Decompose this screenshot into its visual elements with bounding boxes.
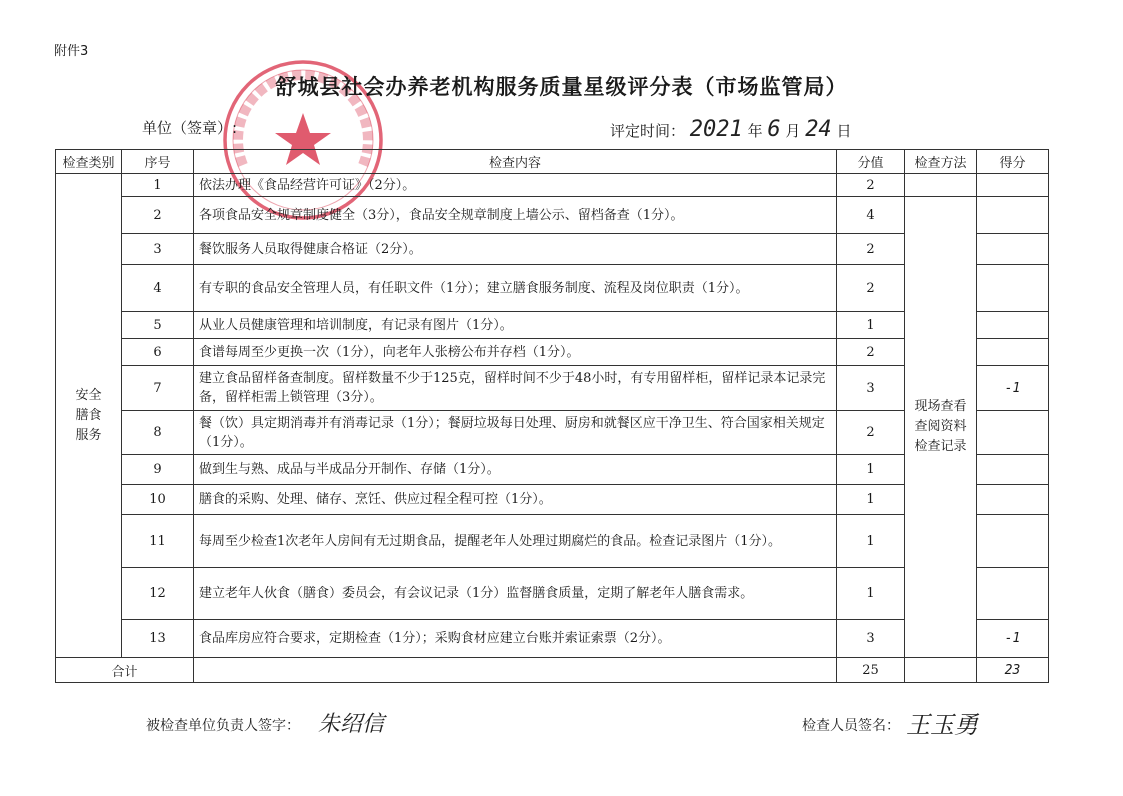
eval-year-unit: 年 xyxy=(747,122,763,140)
unit-seal-label: 单位（签章）: xyxy=(142,119,238,137)
header-method: 检查方法 xyxy=(905,150,977,174)
row-score: 1 xyxy=(837,515,905,568)
table-row xyxy=(56,515,1049,568)
eval-month-unit: 月 xyxy=(785,122,801,140)
evaluation-time xyxy=(610,117,851,142)
header-obtained: 得分 xyxy=(977,150,1049,174)
row-number: 7 xyxy=(122,366,194,411)
scoring-table xyxy=(55,149,1049,683)
table-row xyxy=(56,366,1049,411)
row-number: 5 xyxy=(122,312,194,339)
header-number: 序号 xyxy=(122,150,194,174)
table-row xyxy=(56,265,1049,312)
table-row xyxy=(56,411,1049,455)
row-obtained-score xyxy=(977,234,1049,265)
total-label: 合计 xyxy=(56,658,194,683)
row-number: 2 xyxy=(122,197,194,234)
total-row xyxy=(56,658,1049,683)
row-score: 2 xyxy=(837,411,905,455)
row-number: 10 xyxy=(122,485,194,515)
row-number: 13 xyxy=(122,620,194,658)
inspector-handwritten-signature: 王玉勇 xyxy=(906,711,978,739)
row-content: 建立老年人伙食（膳食）委员会，有会议记录（1分）监督膳食质量，定期了解老年人膳食需求。 xyxy=(194,568,837,620)
eval-day-handwritten: 24 xyxy=(805,117,832,142)
header-score: 分值 xyxy=(837,150,905,174)
row-content: 食品库房应符合要求，定期检查（1分）；采购食材应建立台账并索证索票（2分）。 xyxy=(194,620,837,658)
attachment-label: 附件3 xyxy=(54,44,89,59)
row-score: 1 xyxy=(837,312,905,339)
row-obtained-score xyxy=(977,515,1049,568)
table-header-row xyxy=(56,150,1049,174)
row-obtained-score xyxy=(977,174,1049,197)
row-content: 每周至少检查1次老年人房间有无过期食品，提醒老年人处理过期腐烂的食品。检查记录图片（1分）。 xyxy=(194,515,837,568)
row-content: 建立食品留样备查制度。留样数量不少于125克，留样时间不少于48小时，有专用留样柜，留样记录本记录完备，留样柜需上锁管理（3分）。 xyxy=(194,366,837,411)
row-number: 4 xyxy=(122,265,194,312)
row-content: 膳食的采购、处理、储存、烹饪、供应过程全程可控（1分）。 xyxy=(194,485,837,515)
row-number: 11 xyxy=(122,515,194,568)
row-score: 1 xyxy=(837,485,905,515)
row-obtained-score xyxy=(977,485,1049,515)
inspector-signature-label: 检查人员签名： xyxy=(802,718,900,734)
row-content: 餐饮服务人员取得健康合格证（2分）。 xyxy=(194,234,837,265)
row-number: 8 xyxy=(122,411,194,455)
row-content: 依法办理《食品经营许可证》（2分）。 xyxy=(194,174,837,197)
row-score: 2 xyxy=(837,339,905,366)
row-obtained-score xyxy=(977,568,1049,620)
eval-day-unit: 日 xyxy=(836,122,852,140)
row-score: 2 xyxy=(837,265,905,312)
row-obtained-score xyxy=(977,455,1049,485)
unit-handwritten-signature: 朱绍信 xyxy=(318,712,385,737)
header-category: 检查类别 xyxy=(56,150,122,174)
row-score: 3 xyxy=(837,366,905,411)
total-method-blank xyxy=(905,658,977,683)
row-obtained-score xyxy=(977,312,1049,339)
row-obtained-score xyxy=(977,265,1049,312)
row-number: 3 xyxy=(122,234,194,265)
row-score: 1 xyxy=(837,568,905,620)
table-row xyxy=(56,455,1049,485)
eval-year-handwritten: 2021 xyxy=(689,117,743,142)
table-row xyxy=(56,174,1049,197)
row-score: 4 xyxy=(837,197,905,234)
table-row xyxy=(56,234,1049,265)
table-row xyxy=(56,485,1049,515)
unit-signature-label: 被检查单位负责人签字： xyxy=(146,718,300,734)
table-row xyxy=(56,312,1049,339)
row-obtained-score: -1 xyxy=(977,620,1049,658)
row-number: 9 xyxy=(122,455,194,485)
row-obtained-score xyxy=(977,411,1049,455)
row-score: 1 xyxy=(837,455,905,485)
table-row xyxy=(56,197,1049,234)
header-content: 检查内容 xyxy=(194,150,837,174)
table-row xyxy=(56,339,1049,366)
row-score: 2 xyxy=(837,174,905,197)
row-obtained-score xyxy=(977,339,1049,366)
evaluation-time-label: 评定时间： xyxy=(610,122,686,140)
row-score: 2 xyxy=(837,234,905,265)
row-number: 1 xyxy=(122,174,194,197)
row-content: 各项食品安全规章制度健全（3分），食品安全规章制度上墙公示、留档备查（1分）。 xyxy=(194,197,837,234)
row-content: 餐（饮）具定期消毒并有消毒记录（1分）；餐厨垃圾每日处理、厨房和就餐区应干净卫生、符合国家相关规定（1分）。 xyxy=(194,411,837,455)
row-content: 有专职的食品安全管理人员，有任职文件（1分）；建立膳食服务制度、流程及岗位职责（1分）。 xyxy=(194,265,837,312)
eval-month-handwritten: 6 xyxy=(767,117,781,142)
form-title: 舒城县社会办养老机构服务质量星级评分表（市场监管局） xyxy=(275,75,848,99)
table-row xyxy=(56,568,1049,620)
row-score: 3 xyxy=(837,620,905,658)
total-content-blank xyxy=(194,658,837,683)
method-cell-blank xyxy=(905,174,977,197)
method-cell: 现场查看 查阅资料 检查记录 xyxy=(905,197,977,658)
row-obtained-score: -1 xyxy=(977,366,1049,411)
row-content: 做到生与熟、成品与半成品分开制作、存储（1分）。 xyxy=(194,455,837,485)
row-number: 6 xyxy=(122,339,194,366)
category-cell: 安全 膳食 服务 xyxy=(56,174,122,658)
row-content: 从业人员健康管理和培训制度，有记录有图片（1分）。 xyxy=(194,312,837,339)
row-obtained-score xyxy=(977,197,1049,234)
total-obtained-score: 23 xyxy=(977,658,1049,683)
total-score: 25 xyxy=(837,658,905,683)
row-number: 12 xyxy=(122,568,194,620)
table-row xyxy=(56,620,1049,658)
row-content: 食谱每周至少更换一次（1分），向老年人张榜公布并存档（1分）。 xyxy=(194,339,837,366)
